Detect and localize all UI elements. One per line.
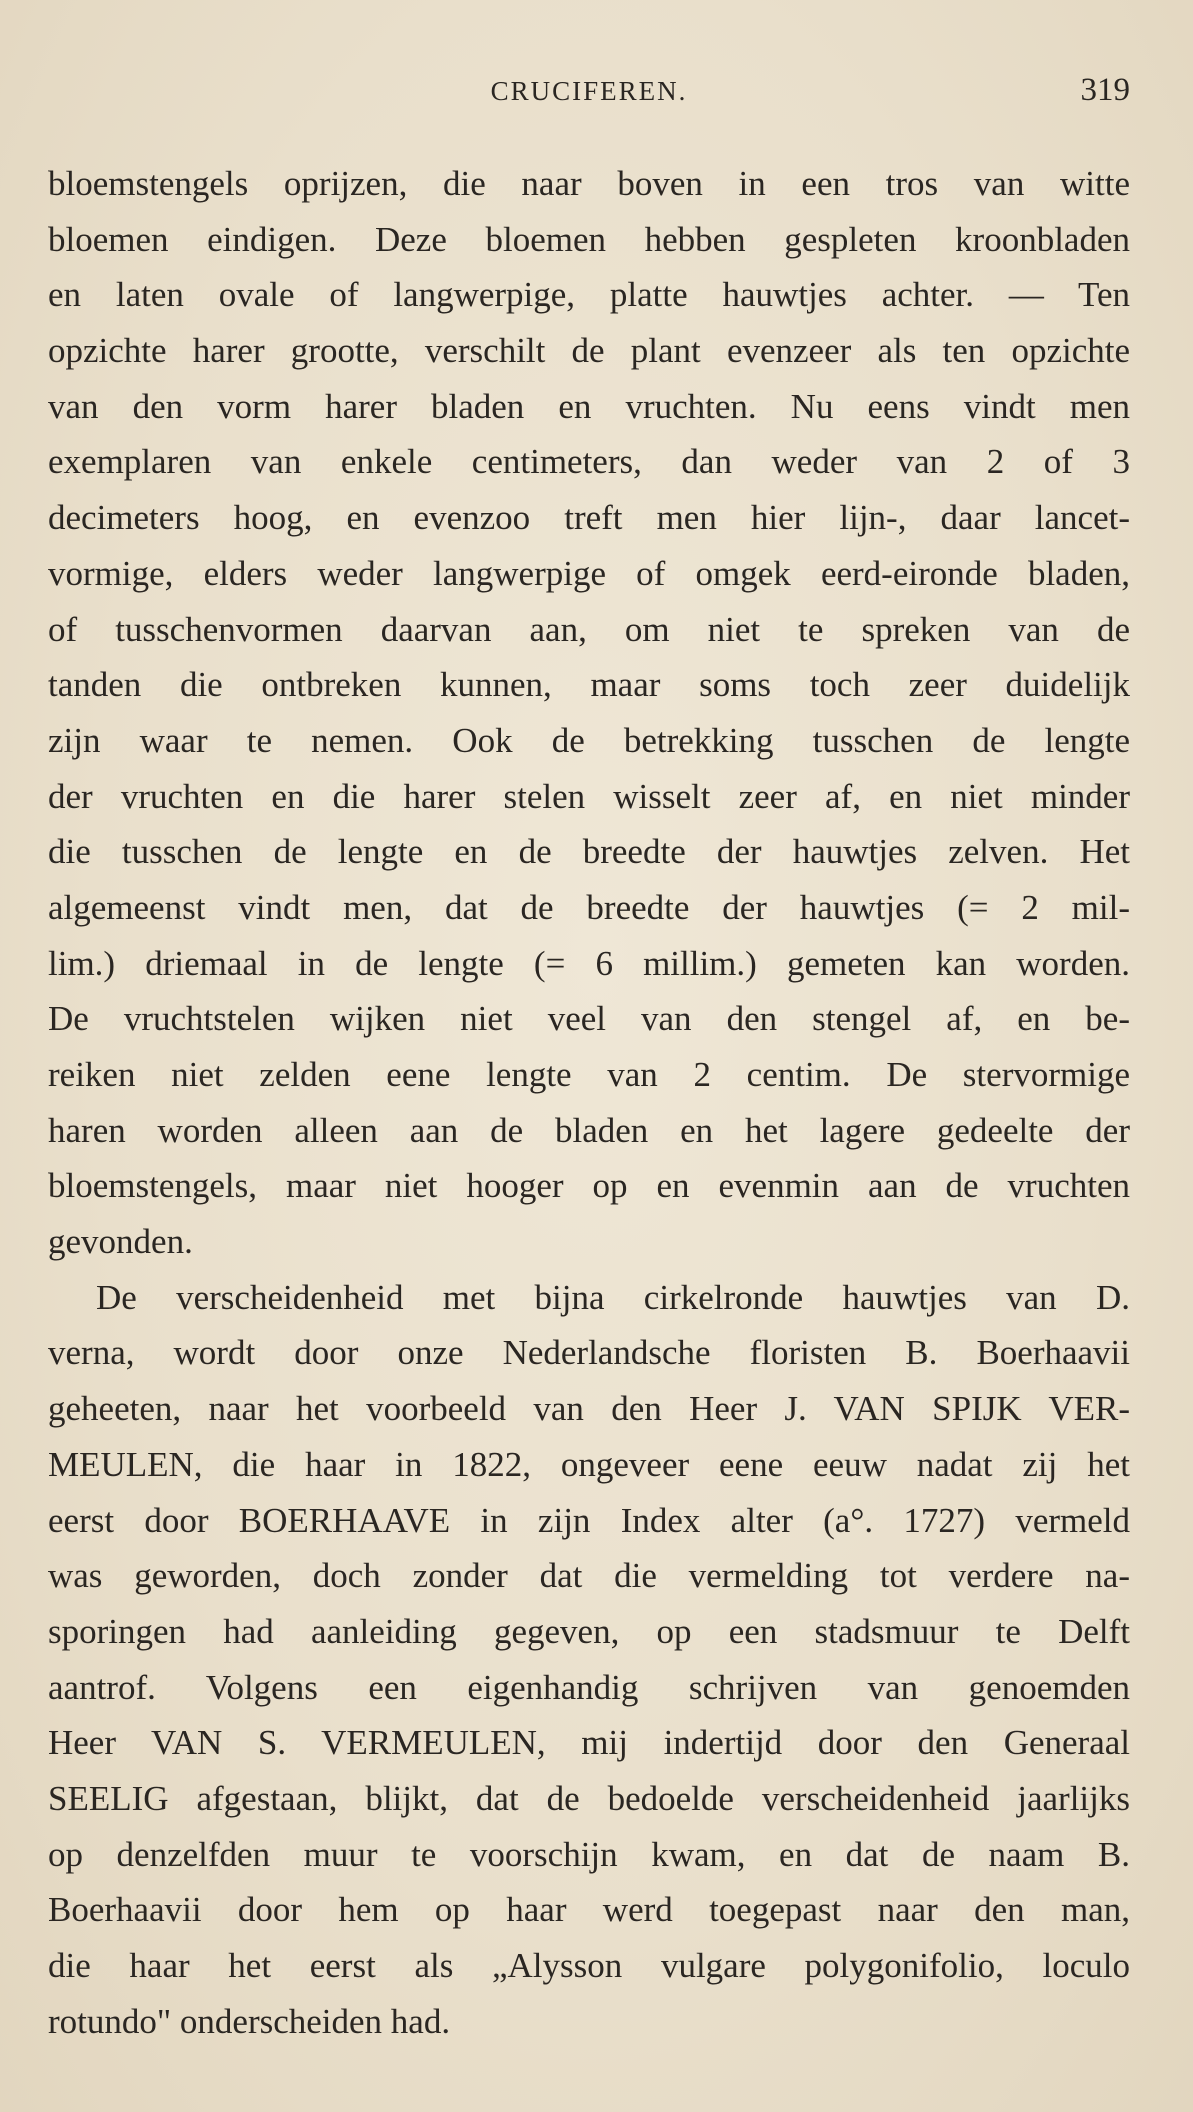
text-line: sporingen had aanleiding gegeven, op een stadsmuur te Delft [48,1611,1130,1651]
paragraph-end-line: gevonden. [48,1222,193,1262]
paragraph-end-line: rotundo" onderscheiden had. [48,2001,451,2041]
text-line: decimeters hoog, en evenzoo treft men hier lijn-, daar lancet- [48,498,1130,538]
text-line: lim.) driemaal in de lengte (= 6 millim.) gemeten kan worden. [48,943,1130,983]
text-line: exemplaren van enkele centimeters, dan weder van 2 of 3 [48,442,1130,482]
text-line: tanden die ontbreken kunnen, maar soms toch zeer duidelijk [48,665,1130,705]
text-line: bloemstengels, maar niet hooger op en evenmin aan de vruchten [48,1166,1130,1206]
body-text [48,156,1130,2049]
text-line: zijn waar te nemen. Ook de betrekking tusschen de lengte [48,720,1130,760]
text-line: Boerhaavii door hem op haar werd toegepast naar den man, [48,1890,1130,1930]
text-line: die haar het eerst als „Alysson vulgare polygonifolio, loculo [48,1946,1130,1985]
text-line: eerst door BOERHAAVE in zijn Index alter (a°. 1727) vermeld [48,1500,1130,1540]
page-number: 319 [1080,72,1130,108]
text-line: haren worden alleen aan de bladen en het lagere gedeelte der [48,1110,1130,1150]
text-line: SEELIG afgestaan, blijkt, dat de bedoelde verscheidenheid jaarlijks [48,1778,1130,1818]
text-line: en laten ovale of langwerpige, platte hauwtjes achter. — Ten [48,275,1130,315]
text-line: van den vorm harer bladen en vruchten. Nu eens vindt men [48,386,1130,426]
text-line: algemeenst vindt men, dat de breedte der hauwtjes (= 2 mil- [48,887,1130,927]
text-line: reiken niet zelden eene lengte van 2 centim. De stervormige [48,1055,1130,1094]
text-line: der vruchten en die harer stelen wisselt zeer af, en niet minder [48,776,1130,816]
paragraph-start-line: De verscheidenheid met bijna cirkelronde hauwtjes van D. [96,1277,1130,1317]
text-line: vormige, elders weder langwerpige of omgek eerd-eironde bladen, [48,553,1130,593]
page-header [48,72,1130,120]
text-line: was geworden, doch zonder dat die vermelding tot verdere na- [48,1556,1130,1596]
text-line: opzichte harer grootte, verschilt de plant evenzeer als ten opzichte [48,331,1130,371]
text-line: geheeten, naar het voorbeeld van den Heer J. VAN SPIJK VER- [48,1389,1130,1429]
text-line: of tusschenvormen daarvan aan, om niet te spreken van de [48,609,1130,649]
running-title: CRUCIFEREN. [490,76,688,106]
text-line: De vruchtstelen wijken niet veel van den stengel af, en be- [48,999,1130,1039]
text-line: op denzelfden muur te voorschijn kwam, en dat de naam B. [48,1834,1130,1874]
text-line: bloemen eindigen. Deze bloemen hebben gespleten kroonbladen [48,219,1130,259]
text-line: Heer VAN S. VERMEULEN, mij indertijd door den Generaal [48,1723,1130,1763]
text-line: die tusschen de lengte en de breedte der hauwtjes zelven. Het [48,832,1130,872]
text-line: verna, wordt door onze Nederlandsche floristen B. Boerhaavii [48,1333,1130,1373]
text-line: bloemstengels oprijzen, die naar boven in een tros van witte [48,164,1130,203]
text-line: MEULEN, die haar in 1822, ongeveer eene eeuw nadat zij het [48,1444,1130,1484]
text-line: aantrof. Volgens een eigenhandig schrijven van genoemden [48,1667,1130,1707]
